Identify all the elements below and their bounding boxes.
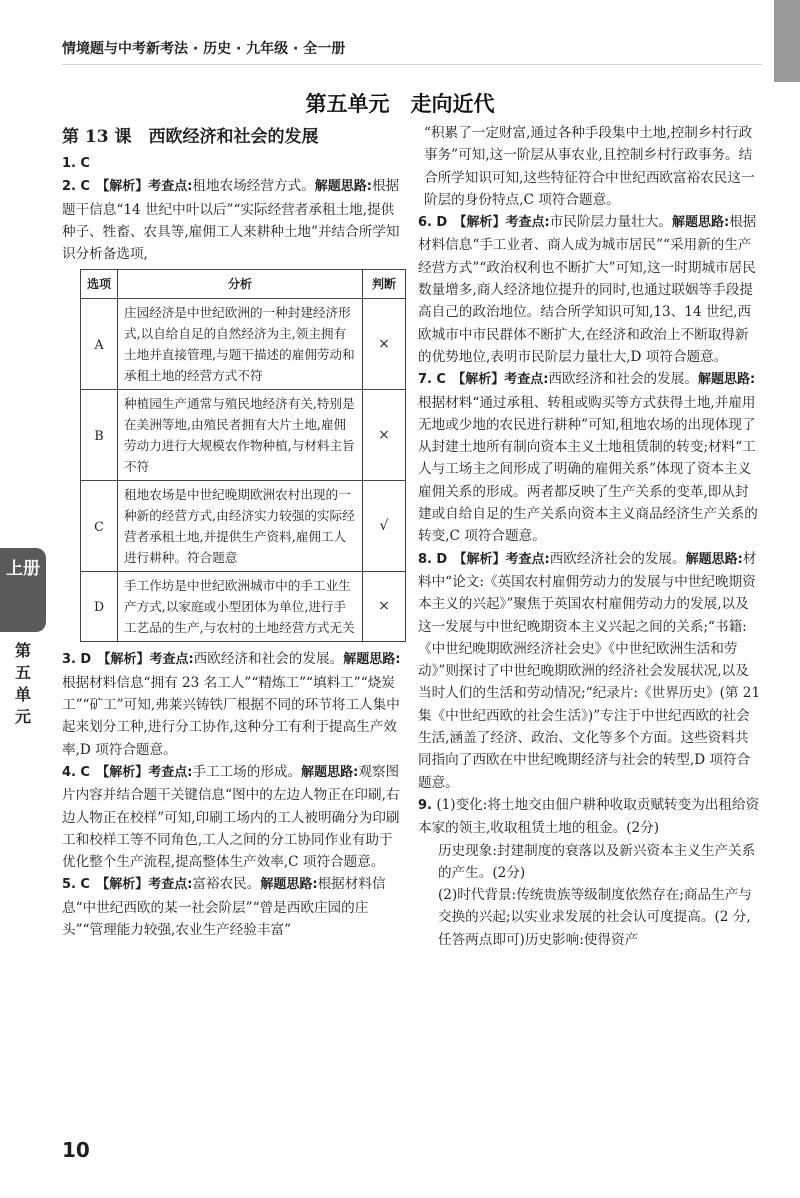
point-text: 西欧经济和社会的发展。 (548, 371, 698, 388)
approach-label: 解题思路: (260, 877, 318, 893)
question-number: 2. (62, 179, 76, 195)
approach-label: 解题思路: (314, 179, 372, 195)
answer-9-part-2: (2)时代背景:传统贵族等级制度依然存在;商品生产与交换的兴起;以实业求发展的社会认可度提高。(2 分,任答两点即可)历史影响:使得资产 (438, 887, 752, 948)
column-header: 分析 (118, 270, 363, 299)
question-number: 9. (418, 797, 432, 813)
approach-label: 解题思路: (343, 652, 401, 668)
answer-3 (62, 648, 402, 760)
right-column (418, 122, 762, 951)
analysis-label: 【解析】 (96, 877, 149, 893)
point-text: 西欧经济和社会的发展。 (193, 651, 344, 668)
answer-choice: C (80, 877, 90, 893)
point-text: 市民阶层力量壮大。 (549, 214, 672, 231)
point-text: 西欧经济社会的发展。 (549, 550, 686, 567)
answer-6 (418, 211, 762, 368)
option-cell: B (81, 390, 118, 481)
answer-choice: C (436, 372, 446, 388)
answer-choice: C (80, 764, 90, 780)
question-number: 3. (62, 652, 76, 668)
question-number: 6. (418, 215, 432, 231)
point-text: 租地农场经营方式。 (192, 178, 315, 195)
table-row (81, 390, 406, 481)
answer-choice: D (80, 652, 92, 668)
answer-5-continued: “积累了一定财富,通过各种手段集中土地,控制乡村行政事务”可知,这一阶层从事农业,且控制乡村行政事务。结合所学知识可知,这些特征符合中世纪西欧富裕农民这一阶层的身份特点,C 项符合题意。 (424, 125, 755, 208)
point-text: 手工工场的形成。 (192, 763, 302, 780)
analysis-cell: 租地农场是中世纪晚期欧洲农村出现的一种新的经营方式,由经济实力较强的实际经营者承租土地,并提供生产资料,雇佣工人进行耕种。符合题意 (118, 481, 363, 572)
option-cell: C (81, 481, 118, 572)
judgement-cell: × (363, 572, 406, 642)
analysis-cell: 种植园生产通常与殖民地经济有关,特别是在美洲等地,由殖民者拥有大片土地,雇佣劳动力进行大规模农作物种植,与材料主旨不符 (118, 390, 363, 481)
running-header: 情境题与中考新考法 · 历史 · 九年级 · 全一册 (62, 41, 346, 57)
analysis-label: 【解析】 (97, 652, 150, 668)
answer-9 (418, 794, 762, 840)
analysis-label: 【解析】 (452, 372, 505, 388)
point-label: 考查点: (148, 179, 193, 195)
page-edge-mark (774, 0, 800, 82)
approach-label: 解题思路: (685, 551, 743, 567)
lesson-title: 第 13 课 西欧经济和社会的发展 (62, 127, 319, 147)
answer-choice: D (436, 215, 448, 231)
approach-label: 解题思路: (672, 215, 730, 231)
explanation-text: 根据材料信息“拥有 23 名工人”“精炼工”“填料工”“烧炭工”“矿工”可知,弗莱兴铸铁厂根据不同的环节将工人集中起来划分工种,进行分工协作,这种分工有利于提高生产效率,D 项符合题意。 (62, 674, 400, 758)
answer-choice: C (80, 156, 90, 171)
question-number: 8. (418, 551, 432, 567)
point-label: 考查点: (504, 372, 549, 388)
table-row (81, 481, 406, 572)
table-row (81, 299, 406, 390)
table-header-row (81, 270, 406, 299)
volume-tab: 上册 (0, 548, 46, 632)
answer-choice: D (436, 551, 448, 567)
page-number: 10 (62, 1138, 90, 1162)
answer-2 (62, 175, 402, 265)
explanation-text: 根据题干信息“14 世纪中叶以后”“实际经营者承租土地,提供种子、牲畜、农具等,雇佣工人来耕种土地”并结合所学知识分析备选项, (62, 178, 400, 263)
question-number: 4. (62, 764, 76, 780)
answer-1 (62, 152, 402, 175)
explanation-text: 根据材料信息“中世纪西欧的某一社会阶层”“曾是西欧庄园的庄头”“管理能力较强,农业生产经验丰富” (62, 876, 386, 939)
analysis-cell: 手工作坊是中世纪欧洲城市中的手工业生产方式,以家庭或小型团体为单位,进行手工艺品的生产,与农村的土地经营方式无关 (118, 572, 363, 642)
answer-5 (62, 873, 402, 941)
table-row (81, 572, 406, 642)
judgement-cell: × (363, 299, 406, 390)
column-header: 判断 (363, 270, 406, 299)
answer-9-part-1: (1)变化:将土地交由佃户耕种收取贡赋转变为出租给资本家的领主,收取租赁土地的租金。(2分) (418, 796, 760, 837)
analysis-label: 【解析】 (96, 179, 149, 195)
explanation-text: 根据材料信息“手工业者、商人成为城市居民”“采用新的生产经营方式”“政治权利也不断扩大”可知,这一时期城市居民数量增多,商人经济地位提升的同时,也通过联姻等手段提高自己的政治地位。结合所学知识可知,13、14 世纪,西欧城市中市民群体不断扩大,在经济和政治上不断取得新的优势地位,表明市民阶层力量壮大,D 项符合题意。 (418, 214, 757, 365)
point-label: 考查点: (149, 652, 194, 668)
option-cell: D (81, 572, 118, 642)
approach-label: 解题思路: (301, 764, 359, 780)
question-number: 7. (418, 372, 432, 388)
side-unit-label: 第五单元 (14, 641, 31, 726)
explanation-text: 根据材料“通过承租、转租或购买等方式获得土地,并雇用无地或少地的农民进行耕种”可知,租地农场的出现体现了从封建土地所有制向资本主义土地租赁制的转变;材料“工人与工场主之间形成了明确的雇佣关系”体现了资本主义雇佣关系的形成。两者都反映了生产关系的变革,即从封建或自给自足的生产关系向资本主义商品经济生产关系的转变,C 项符合题意。 (418, 394, 758, 545)
explanation-text: 材料中“论文:《英国农村雇佣劳动力的发展与中世纪晚期资本主义的兴起》”聚焦于英国农村雇佣劳动力的发展,以及这一发展与中世纪晚期资本主义兴起之间的关系;“书籍:《中世纪晚期欧洲经济社会史》《中世纪欧洲生活和劳动》”则探讨了中世纪晚期欧洲的经济社会发展状况,以及当时人们的生活和劳动情况;“纪录片:《世界历史》(第 21 集《中世纪西欧的社会生活》)”专注于中世纪西欧的社会生活,涵盖了经济、政治、文化等多个方面。这些资料共同指向了西欧在中世纪晚期经济与社会的转型,D 项符合题意。 (418, 550, 761, 791)
question-number: 1. (62, 156, 76, 171)
point-label: 考查点: (148, 764, 193, 780)
analysis-label: 【解析】 (96, 764, 149, 780)
answer-choice: C (80, 179, 90, 195)
unit-title: 第五单元 走向近代 (305, 92, 495, 116)
option-cell: A (81, 299, 118, 390)
question-number: 5. (62, 877, 76, 893)
answer-8 (418, 548, 762, 794)
options-analysis-table (80, 269, 406, 642)
answer-7 (418, 368, 762, 547)
analysis-label: 【解析】 (453, 215, 506, 231)
judgement-cell: √ (363, 481, 406, 572)
point-label: 考查点: (505, 551, 550, 567)
answer-9-part-1b: 历史现象:封建制度的衰落以及新兴资本主义生产关系的产生。(2分) (438, 842, 756, 881)
analysis-cell: 庄园经济是中世纪欧洲的一种封建经济形式,以自给自足的自然经济为主,领主拥有土地并直接管理,与题干描述的雇佣劳动和承租土地的经营方式不符 (118, 299, 363, 390)
left-column (62, 124, 402, 941)
approach-label: 解题思路: (697, 372, 756, 388)
judgement-cell: × (363, 390, 406, 481)
point-label: 考查点: (148, 877, 193, 893)
point-label: 考查点: (505, 215, 550, 231)
column-header: 选项 (81, 270, 118, 299)
answer-4 (62, 761, 402, 873)
point-text: 富裕农民。 (192, 876, 261, 893)
header-rule (62, 64, 762, 65)
explanation-text: 观察图片内容并结合题干关键信息“图中的左边人物正在印刷,右边人物正在校样”可知,印刷工场内的工人被明确分为印刷工和校样工等不同角色,工人之间的分工协同作业有助于优化整个生产流程,提高整体生产效率,C 项符合题意。 (62, 763, 400, 871)
analysis-label: 【解析】 (453, 551, 506, 567)
